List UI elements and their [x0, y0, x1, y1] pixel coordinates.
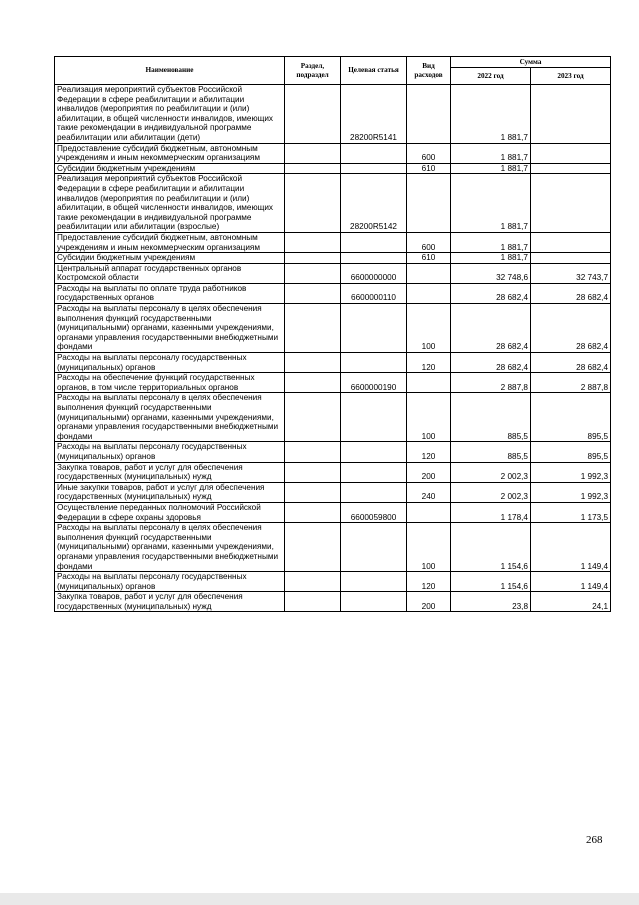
table-row: [55, 592, 611, 612]
row-name: Центральный аппарат государственных органов Костромской области: [55, 263, 285, 283]
row-kind: [407, 85, 451, 144]
footer-band: [0, 893, 639, 905]
table-row: [55, 143, 611, 163]
row-name: Расходы на выплаты персоналу государственных (муниципальных) органов: [55, 353, 285, 373]
row-section: [285, 462, 341, 482]
row-section: [285, 502, 341, 522]
row-kind: 600: [407, 143, 451, 163]
row-sum-2023: [531, 143, 611, 163]
row-section: [285, 85, 341, 144]
row-target: [341, 163, 407, 174]
row-sum-2023: 28 682,4: [531, 353, 611, 373]
row-sum-2022: 1 154,6: [451, 523, 531, 572]
page-number: 268: [586, 834, 603, 846]
row-kind: 100: [407, 393, 451, 442]
row-sum-2022: 1 881,7: [451, 253, 531, 264]
row-kind: 120: [407, 353, 451, 373]
row-kind: 240: [407, 482, 451, 502]
row-target: 6600000190: [341, 373, 407, 393]
row-section: [285, 143, 341, 163]
row-sum-2022: 1 881,7: [451, 163, 531, 174]
header-year-2022: 2022 год: [451, 68, 531, 85]
table-row: [55, 163, 611, 174]
row-kind: 120: [407, 572, 451, 592]
row-sum-2022: 885,5: [451, 393, 531, 442]
row-target: 28200R5141: [341, 85, 407, 144]
row-sum-2022: 2 887,8: [451, 373, 531, 393]
row-sum-2023: [531, 163, 611, 174]
row-section: [285, 442, 341, 462]
row-sum-2023: [531, 85, 611, 144]
row-sum-2023: 1 992,3: [531, 462, 611, 482]
row-sum-2022: 28 682,4: [451, 283, 531, 303]
row-name: Расходы на выплаты по оплате труда работников государственных органов: [55, 283, 285, 303]
row-name: Закупка товаров, работ и услуг для обеспечения государственных (муниципальных) нужд: [55, 592, 285, 612]
table-row: [55, 572, 611, 592]
row-section: [285, 283, 341, 303]
row-sum-2022: 1 881,7: [451, 232, 531, 252]
row-target: [341, 353, 407, 373]
row-kind: [407, 174, 451, 233]
row-kind: [407, 283, 451, 303]
row-section: [285, 174, 341, 233]
row-target: [341, 304, 407, 353]
table-row: [55, 304, 611, 353]
row-name: Расходы на выплаты персоналу в целях обеспечения выполнения функций государственными (муниципальными) органами, казенными учреждениями, органами управления государственными внебюджетными фондами: [55, 393, 285, 442]
row-section: [285, 304, 341, 353]
table-row: [55, 442, 611, 462]
table-row: [55, 462, 611, 482]
header-target: Целевая статья: [341, 57, 407, 85]
row-sum-2023: 24,1: [531, 592, 611, 612]
row-sum-2023: [531, 232, 611, 252]
table-body: [55, 85, 611, 612]
row-target: [341, 482, 407, 502]
row-sum-2023: 1 173,5: [531, 502, 611, 522]
row-sum-2023: 2 887,8: [531, 373, 611, 393]
row-target: [341, 393, 407, 442]
row-section: [285, 232, 341, 252]
row-sum-2023: 1 992,3: [531, 482, 611, 502]
row-name: Расходы на выплаты персоналу государственных (муниципальных) органов: [55, 442, 285, 462]
row-sum-2023: 1 149,4: [531, 523, 611, 572]
row-section: [285, 523, 341, 572]
row-section: [285, 263, 341, 283]
row-sum-2023: 1 149,4: [531, 572, 611, 592]
row-sum-2022: 2 002,3: [451, 462, 531, 482]
row-kind: 200: [407, 462, 451, 482]
row-kind: 600: [407, 232, 451, 252]
row-sum-2023: 895,5: [531, 393, 611, 442]
row-kind: 100: [407, 523, 451, 572]
table-row: [55, 502, 611, 522]
row-name: Осуществление переданных полномочий Российской Федерации в сфере охраны здоровья: [55, 502, 285, 522]
row-kind: 610: [407, 163, 451, 174]
row-target: 6600000000: [341, 263, 407, 283]
row-sum-2022: 1 178,4: [451, 502, 531, 522]
row-name: Расходы на выплаты персоналу в целях обеспечения выполнения функций государственными (муниципальными) органами, казенными учреждениями, органами управления государственными внебюджетными фондами: [55, 304, 285, 353]
row-name: Предоставление субсидий бюджетным, автономным учреждениям и иным некоммерческим организациям: [55, 143, 285, 163]
row-sum-2022: 2 002,3: [451, 482, 531, 502]
row-sum-2022: 1 881,7: [451, 85, 531, 144]
row-name: Реализация мероприятий субъектов Российской Федерации в сфере реабилитации и абилитации инвалидов (мероприятия по реабилитации и (или) абилитации, в общей численности инвалидов, имеющих такие рекомендации в индивидуальной программе реабилитации или абилитации (дети): [55, 85, 285, 144]
header-section: Раздел, подраздел: [285, 57, 341, 85]
row-kind: 610: [407, 253, 451, 264]
row-target: 6600000110: [341, 283, 407, 303]
row-name: Предоставление субсидий бюджетным, автономным учреждениям и иным некоммерческим организациям: [55, 232, 285, 252]
header-year-2023: 2023 год: [531, 68, 611, 85]
row-sum-2022: 28 682,4: [451, 304, 531, 353]
row-section: [285, 353, 341, 373]
row-target: 28200R5142: [341, 174, 407, 233]
row-name: Субсидии бюджетным учреждениям: [55, 163, 285, 174]
row-sum-2023: 28 682,4: [531, 283, 611, 303]
table-row: [55, 263, 611, 283]
row-target: [341, 232, 407, 252]
row-sum-2022: 1 881,7: [451, 174, 531, 233]
row-kind: [407, 502, 451, 522]
row-sum-2023: 32 743,7: [531, 263, 611, 283]
budget-table: [54, 56, 611, 612]
row-name: Иные закупки товаров, работ и услуг для обеспечения государственных (муниципальных) нужд: [55, 482, 285, 502]
row-section: [285, 482, 341, 502]
row-sum-2022: 885,5: [451, 442, 531, 462]
header-kind: Вид расходов: [407, 57, 451, 85]
row-sum-2023: 28 682,4: [531, 304, 611, 353]
table-row: [55, 253, 611, 264]
row-kind: 200: [407, 592, 451, 612]
header-name: Наименование: [55, 57, 285, 85]
row-target: [341, 592, 407, 612]
row-target: [341, 253, 407, 264]
row-section: [285, 373, 341, 393]
row-target: [341, 462, 407, 482]
row-section: [285, 572, 341, 592]
table-row: [55, 353, 611, 373]
row-kind: 120: [407, 442, 451, 462]
row-target: [341, 523, 407, 572]
row-sum-2023: 895,5: [531, 442, 611, 462]
table-row: [55, 523, 611, 572]
table-row: [55, 393, 611, 442]
row-kind: 100: [407, 304, 451, 353]
row-target: [341, 442, 407, 462]
table-row: [55, 373, 611, 393]
row-section: [285, 163, 341, 174]
row-sum-2022: 28 682,4: [451, 353, 531, 373]
row-target: [341, 572, 407, 592]
row-target: [341, 143, 407, 163]
row-sum-2023: [531, 174, 611, 233]
row-name: Расходы на обеспечение функций государственных органов, в том числе территориальных органов: [55, 373, 285, 393]
row-name: Расходы на выплаты персоналу в целях обеспечения выполнения функций государственными (муниципальными) органами, казенными учреждениями, органами управления государственными внебюджетными фондами: [55, 523, 285, 572]
row-section: [285, 253, 341, 264]
row-name: Расходы на выплаты персоналу государственных (муниципальных) органов: [55, 572, 285, 592]
table-header: [55, 57, 611, 85]
row-name: Реализация мероприятий субъектов Российской Федерации в сфере реабилитации и абилитации инвалидов (мероприятия по реабилитации и (или) абилитации, в общей численности инвалидов, имеющих такие рекомендации в индивидуальной программе реабилитации или абилитации (взрослые): [55, 174, 285, 233]
row-section: [285, 393, 341, 442]
row-name: Закупка товаров, работ и услуг для обеспечения государственных (муниципальных) нужд: [55, 462, 285, 482]
row-target: 6600059800: [341, 502, 407, 522]
header-sum: Сумма: [451, 57, 611, 68]
row-sum-2023: [531, 253, 611, 264]
table-row: [55, 174, 611, 233]
table-row: [55, 283, 611, 303]
row-sum-2022: 1 881,7: [451, 143, 531, 163]
row-sum-2022: 1 154,6: [451, 572, 531, 592]
row-name: Субсидии бюджетным учреждениям: [55, 253, 285, 264]
row-kind: [407, 263, 451, 283]
table-row: [55, 85, 611, 144]
row-section: [285, 592, 341, 612]
row-sum-2022: 23,8: [451, 592, 531, 612]
table-row: [55, 232, 611, 252]
row-sum-2022: 32 748,6: [451, 263, 531, 283]
table-row: [55, 482, 611, 502]
row-kind: [407, 373, 451, 393]
